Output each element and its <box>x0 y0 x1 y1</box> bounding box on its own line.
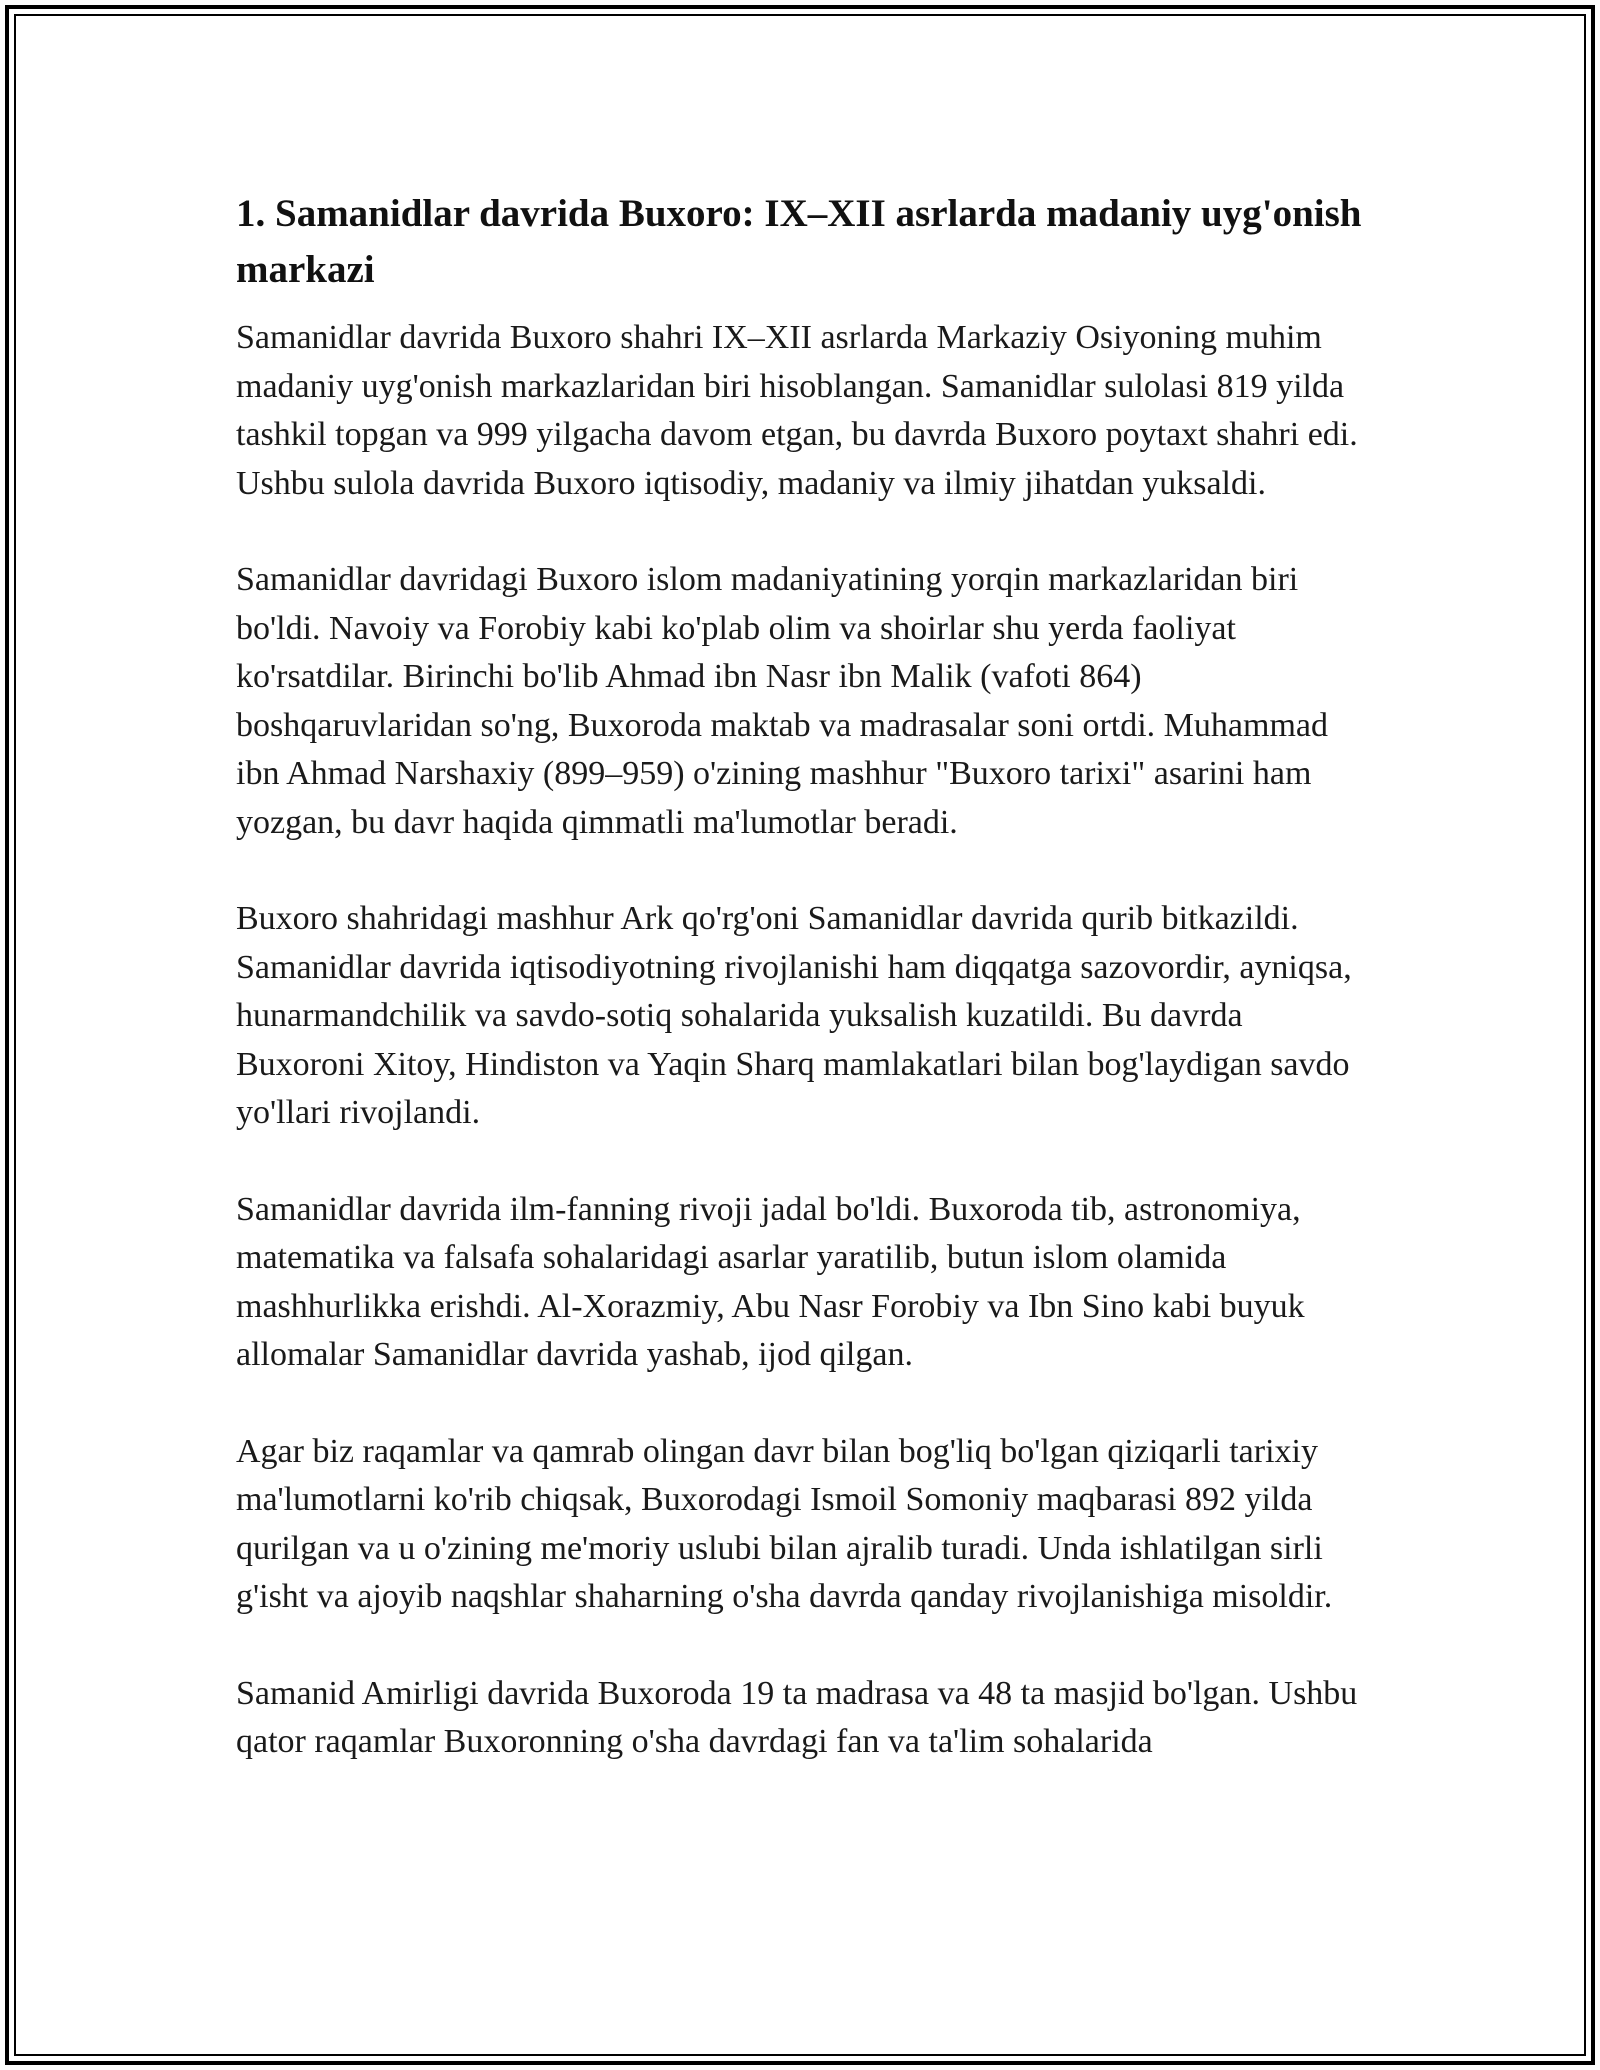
paragraph: Samanidlar davrida ilm-fanning rivoji jadal bo'ldi. Buxoroda tib, astronomiya, matematika va falsafa sohalaridagi asarlar yaratilib, butun islom olamida mashhurlikka erishdi. Al-Xorazmiy, Abu Nasr Forobiy va Ibn Sino kabi buyuk allomalar Samanidlar davrida yashab, ijod qilgan. <box>236 1190 1305 1373</box>
section-heading: 1. Samanidlar davrida Buxoro: IX–XII asrlarda madaniy uyg'onish markazi <box>236 192 1362 291</box>
paragraph: Buxoro shahridagi mashhur Ark qo'rg'oni Samanidlar davrida qurib bitkazildi. Samanidlar davrida iqtisodiyotning rivojlanishi ham diqqatga sazovordir, ayniqsa, hunarmandchilik va savdo-sotiq sohalarida yuksalish kuzatildi. Bu davrda Buxoroni Xitoy, Hindiston va Yaqin Sharq mamlakatlari bilan bog'laydigan savdo yo'llari rivojlandi. <box>236 900 1352 1131</box>
paragraph: Agar biz raqamlar va qamrab olingan davr bilan bog'liq bo'lgan qiziqarli tarixiy ma'lumotlarni ko'rib chiqsak, Buxorodagi Ismoil Somoniy maqbarasi 892 yilda qurilgan va u o'zining me'moriy uslubi bilan ajralib turadi. Unda ishlatilgan sirli g'isht va ajoyib naqshlar shaharning o'sha davrda qanday rivojlanishiga misoldir. <box>236 1432 1333 1615</box>
paragraph: Samanid Amirligi davrida Buxoroda 19 ta madrasa va 48 ta masjid bo'lgan. Ushbu qator raqamlar Buxoronning o'sha davrdagi fan va ta'lim sohalarida <box>236 1674 1358 1760</box>
document-body <box>236 186 1366 1815</box>
paragraph: Samanidlar davridagi Buxoro islom madaniyatining yorqin markazlaridan biri bo'ldi. Navoiy va Forobiy kabi ko'plab olim va shoirlar shu yerda faoliyat ko'rsatdilar. Birinchi bo'lib Ahmad ibn Nasr ibn Malik (vafoti 864) boshqaruvlaridan so'ng, Buxoroda maktab va madrasalar soni ortdi. Muhammad ibn Ahmad Narshaxiy (899–959) o'zining mashhur "Buxoro tarixi" asarini ham yozgan, bu davr haqida qimmatli ma'lumotlar beradi. <box>236 561 1328 841</box>
paragraph: Samanidlar davrida Buxoro shahri IX–XII asrlarda Markaziy Osiyoning muhim madaniy uyg'onish markazlaridan biri hisoblangan. Samanidlar sulolasi 819 yilda tashkil topgan va 999 yilgacha davom etgan, bu davrda Buxoro poytaxt shahri edi. Ushbu sulola davrida Buxoro iqtisodiy, madaniy va ilmiy jihatdan yuksaldi. <box>236 319 1358 502</box>
